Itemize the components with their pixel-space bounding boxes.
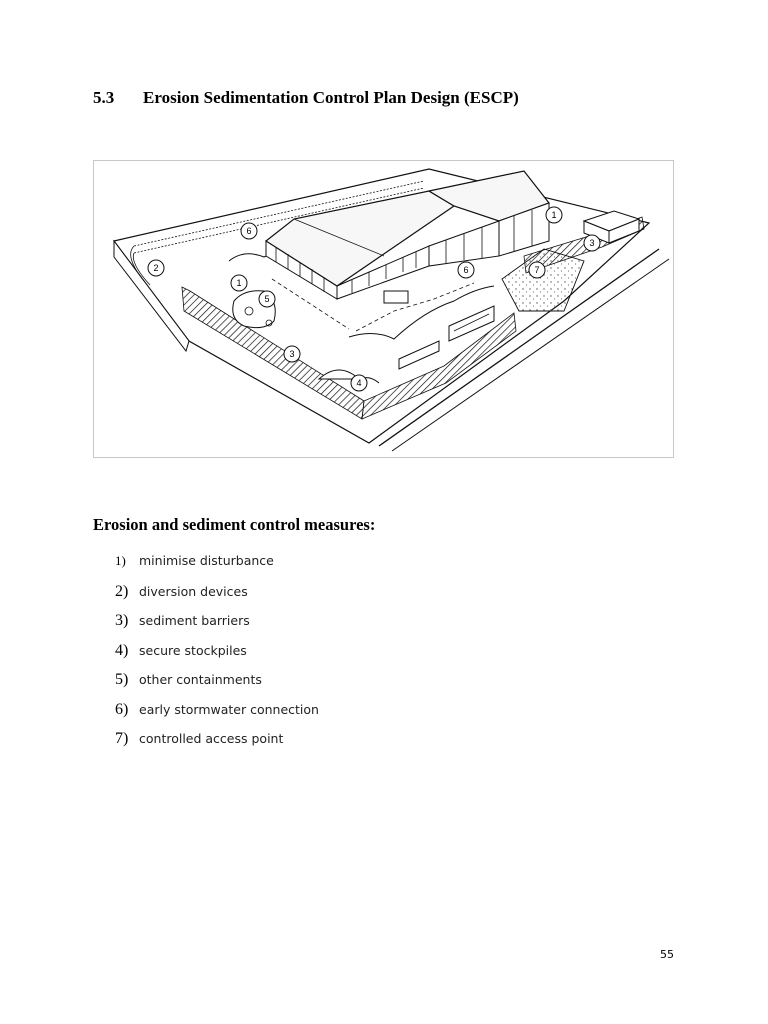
section-number: 5.3	[93, 88, 115, 107]
item-number: 4)	[115, 641, 129, 659]
svg-text:6: 6	[463, 265, 469, 275]
item-text: diversion devices	[139, 583, 248, 599]
measures-heading: Erosion and sediment control measures:	[93, 515, 376, 534]
item-number: 3)	[115, 612, 129, 629]
list-item	[115, 671, 319, 701]
callout-3-right	[584, 235, 600, 251]
svg-text:4: 4	[356, 378, 362, 388]
svg-text:5: 5	[264, 294, 270, 304]
measures-list	[115, 553, 319, 760]
item-text: sediment barriers	[139, 613, 250, 628]
callout-6-left	[241, 223, 257, 239]
callout-2	[148, 260, 164, 276]
svg-text:6: 6	[246, 226, 252, 236]
callout-3-left	[284, 346, 300, 362]
item-number: 6)	[115, 700, 129, 718]
callout-1-right	[546, 207, 562, 223]
list-item	[115, 612, 319, 642]
item-number: 5)	[115, 671, 129, 688]
page-number: 55	[660, 948, 674, 961]
callout-1-left	[231, 275, 247, 291]
item-number: 7)	[115, 730, 129, 747]
callout-7	[529, 262, 545, 278]
list-item	[115, 642, 319, 672]
section-heading	[93, 88, 519, 108]
callout-5	[259, 291, 275, 307]
section-title: Erosion Sedimentation Control Plan Design (ESCP)	[143, 88, 519, 107]
list-item	[115, 701, 319, 731]
svg-text:7: 7	[534, 265, 540, 275]
callout-4	[351, 375, 367, 391]
item-number: 1)	[115, 553, 126, 568]
svg-text:1: 1	[551, 210, 557, 220]
escp-site-illustration	[93, 160, 674, 458]
list-item	[115, 583, 319, 613]
callout-6-right	[458, 262, 474, 278]
item-text: minimise disturbance	[139, 553, 274, 568]
item-text: early stormwater connection	[139, 701, 319, 717]
svg-text:2: 2	[153, 263, 159, 273]
item-number: 2)	[115, 582, 129, 600]
svg-text:1: 1	[236, 278, 242, 288]
svg-text:3: 3	[589, 238, 595, 248]
list-item	[115, 553, 319, 583]
item-text: controlled access point	[139, 731, 284, 746]
list-item	[115, 730, 319, 760]
item-text: other containments	[139, 672, 262, 687]
item-text: secure stockpiles	[139, 642, 247, 658]
svg-text:3: 3	[289, 349, 295, 359]
